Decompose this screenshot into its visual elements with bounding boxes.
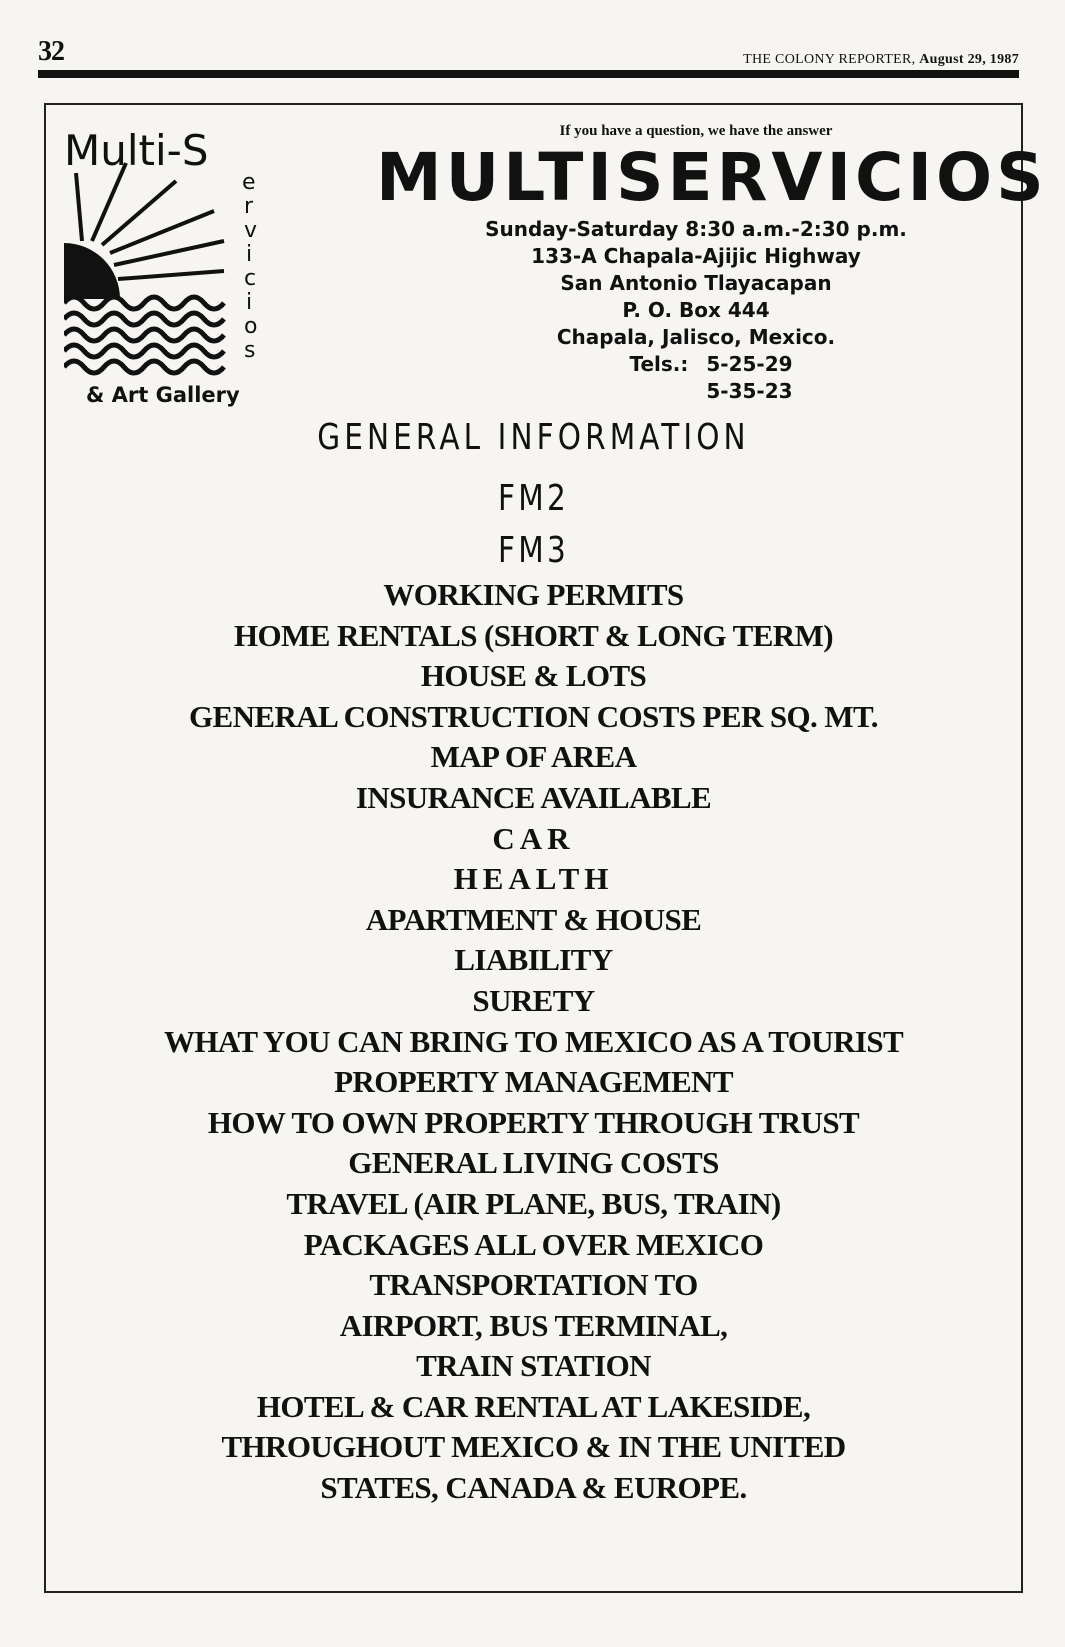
section-title: GENERAL INFORMATION: [317, 417, 750, 458]
phone-list: [706, 351, 792, 405]
svg-text:c: c: [244, 266, 257, 291]
phone-block: [406, 351, 1016, 405]
service-item: HOTEL & CAR RENTAL AT LAKESIDE,: [256, 1388, 811, 1424]
service-item: MAP OF AREA: [430, 739, 637, 775]
service-item: HOUSE & LOTS: [420, 658, 647, 694]
tagline: If you have a question, we have the answer: [559, 123, 833, 139]
service-item: LIABILITY: [454, 942, 613, 978]
service-item: CAR: [492, 820, 575, 856]
svg-text:e: e: [242, 170, 256, 195]
page-number: 32: [38, 36, 64, 67]
logo-caption: & Art Gallery: [86, 383, 240, 407]
visa-item: FM3: [497, 530, 570, 571]
header-rule: [38, 70, 1019, 78]
logo-wordmark-side: [242, 170, 257, 363]
publication-date: August 29, 1987: [919, 52, 1019, 67]
service-item: WORKING PERMITS: [383, 577, 684, 612]
city-state: Chapala, Jalisco, Mexico.: [556, 325, 836, 349]
brand-name: MULTISERVICIOS: [376, 139, 1048, 216]
service-item: TRAVEL (AIR PLANE, BUS, TRAIN): [286, 1185, 781, 1221]
service-item: STATES, CANADA & EUROPE.: [320, 1470, 747, 1506]
phones-label: Tels.:: [629, 352, 689, 376]
svg-text:i: i: [246, 242, 253, 267]
service-item: AIRPORT, BUS TERMINAL,: [339, 1307, 728, 1343]
service-item: THROUGHOUT MEXICO & IN THE UNITED: [221, 1429, 846, 1465]
service-item: WHAT YOU CAN BRING TO MEXICO AS A TOURIST: [163, 1023, 904, 1059]
visa-list: [46, 473, 1021, 577]
masthead: [743, 52, 1019, 68]
svg-text:i: i: [246, 290, 253, 315]
service-item: HOW TO OWN PROPERTY THROUGH TRUST: [207, 1104, 860, 1140]
service-item: HEALTH: [453, 861, 614, 897]
service-item: TRANSPORTATION TO: [369, 1267, 698, 1303]
service-item: GENERAL LIVING COSTS: [348, 1145, 719, 1181]
sun-waves-logo: [64, 123, 284, 423]
service-item: SURETY: [472, 982, 595, 1018]
sea-waves: [64, 297, 224, 373]
service-item: PROPERTY MANAGEMENT: [334, 1064, 733, 1100]
street-address: 133-A Chapala-Ajijic Highway: [531, 244, 861, 268]
service-item: APARTMENT & HOUSE: [365, 901, 702, 937]
svg-text:s: s: [244, 338, 256, 363]
po-box: P. O. Box 444: [622, 298, 770, 322]
visa-item: FM2: [497, 478, 570, 519]
svg-text:o: o: [244, 314, 258, 339]
phone-number: 5-25-29: [706, 352, 793, 376]
phone-number: 5-35-23: [706, 379, 793, 403]
logo-wordmark-top: Multi-S: [64, 126, 209, 175]
service-item: TRAIN STATION: [416, 1348, 651, 1384]
svg-text:v: v: [244, 218, 258, 243]
publication-name: THE COLONY REPORTER,: [743, 52, 916, 67]
service-item: HOME RENTALS (SHORT & LONG TERM): [234, 617, 833, 653]
business-header: [376, 123, 1048, 405]
services-list: [46, 575, 1021, 1509]
svg-text:r: r: [244, 194, 254, 219]
service-item: INSURANCE AVAILABLE: [355, 779, 712, 815]
locality: San Antonio Tlayacapan: [560, 271, 832, 295]
advertisement: [44, 103, 1048, 1593]
business-hours: Sunday-Saturday 8:30 a.m.-2:30 p.m.: [485, 217, 907, 241]
service-item: PACKAGES ALL OVER MEXICO: [303, 1226, 764, 1262]
service-item: GENERAL CONSTRUCTION COSTS PER SQ. MT.: [189, 698, 878, 734]
